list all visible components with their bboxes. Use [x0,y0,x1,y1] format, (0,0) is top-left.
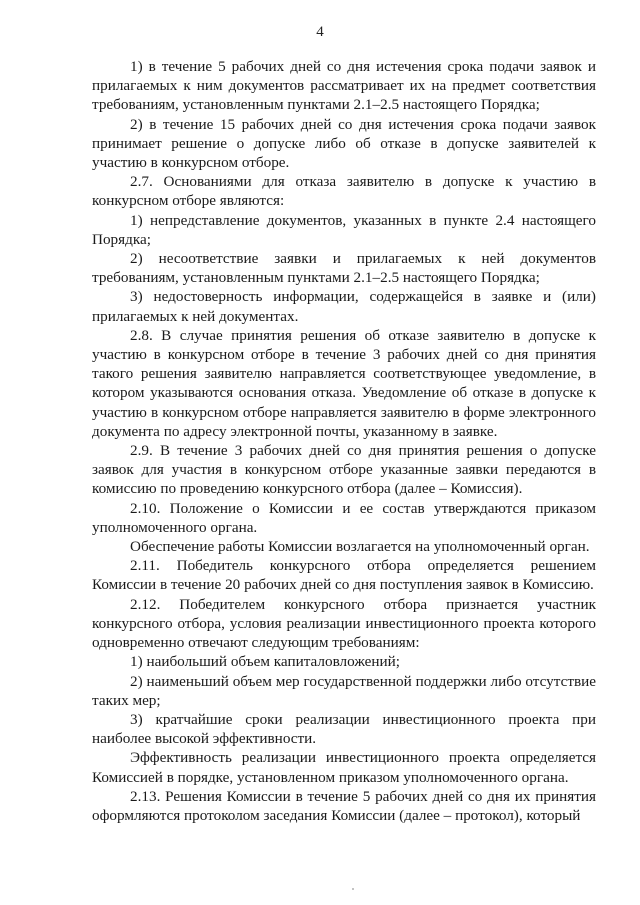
paragraph-2-7-refusal-grounds: 2.7. Основаниями для отказа заявителю в допуске к участию в конкурсном отборе являются: [92,173,596,210]
page-number: 4 [316,24,324,40]
paragraph-criterion-3: 3) кратчайшие сроки реализации инвестиционного проекта при наиболее высокой эффективности. [92,710,596,748]
scan-speck [352,888,354,890]
paragraph-criterion-1: 1) наибольший объем капиталовложений; [130,653,400,671]
paragraph-2-10-commission-regulation: 2.10. Положение о Комиссии и ее состав утверждаются приказом уполномоченного органа. [92,499,596,536]
paragraph-2-8-refusal-notice: 2.8. В случае принятия решения об отказе заявителю в допуске к участию в конкурсном отборе в течение 3 рабочих дней со дня принятия такого решения заявителю направляется соответствующее уведомление, в котором указываются основания отказа. Уведомление об отказе в допуске к участию в конкурсном отборе направляется заявителю в форме электронного документа по адресу электронной почты, указанному в заявке. [92,326,596,440]
paragraph-2-9-transfer-to-commission: 2.9. В течение 3 рабочих дней со дня принятия решения о допуске заявок для участия в конкурсном отборе указанные заявки передаются в комиссию по проведению конкурсного отбора (далее – Комиссия). [92,442,596,498]
paragraph-item-1-review-deadline: 1) в течение 5 рабочих дней со дня истечения срока подачи заявок и прилагаемых к ним документов рассматривает их на предмет соответствия требованиям, установленным пунктами 2.1–2.5 настоящего Порядка; [92,58,596,114]
paragraph-efficiency: Эффективность реализации инвестиционного проекта определяется Комиссией в порядке, установленном приказом уполномоченного органа. [92,749,596,786]
paragraph-2-12-winner-criteria: 2.12. Победителем конкурсного отбора признается участник конкурсного отбора, условия реализации инвестиционного проекта которого одновременно отвечают следующим требованиям: [92,595,596,652]
paragraph-refusal-ground-1: 1) непредставление документов, указанных в пункте 2.4 настоящего Порядка; [92,211,596,248]
paragraph-refusal-ground-2: 2) несоответствие заявки и прилагаемых к ней документов требованиям, установленным пунктами 2.1–2.5 настоящего Порядка; [92,250,596,287]
paragraph-criterion-2: 2) наименьший объем мер государственной поддержки либо отсутствие таких мер; [92,672,596,709]
paragraph-commission-support: Обеспечение работы Комиссии возлагается на уполномоченный орган. [130,538,590,556]
paragraph-2-11-winner-determination: 2.11. Победитель конкурсного отбора определяется решением Комиссии в течение 20 рабочих дней со дня поступления заявок в Комиссию. [92,557,596,594]
document-body [92,57,596,825]
paragraph-2-13-protocol: 2.13. Решения Комиссии в течение 5 рабочих дней со дня их принятия оформляются протоколом заседания Комиссии (далее – протокол), который [92,787,596,824]
paragraph-refusal-ground-3: 3) недостоверность информации, содержащейся в заявке и (или) прилагаемых к ней документах. [92,288,596,325]
paragraph-item-2-admission-decision: 2) в течение 15 рабочих дней со дня истечения срока подачи заявок принимает решение о допуске либо об отказе в допуске заявителей к участию в конкурсном отборе. [92,115,596,172]
